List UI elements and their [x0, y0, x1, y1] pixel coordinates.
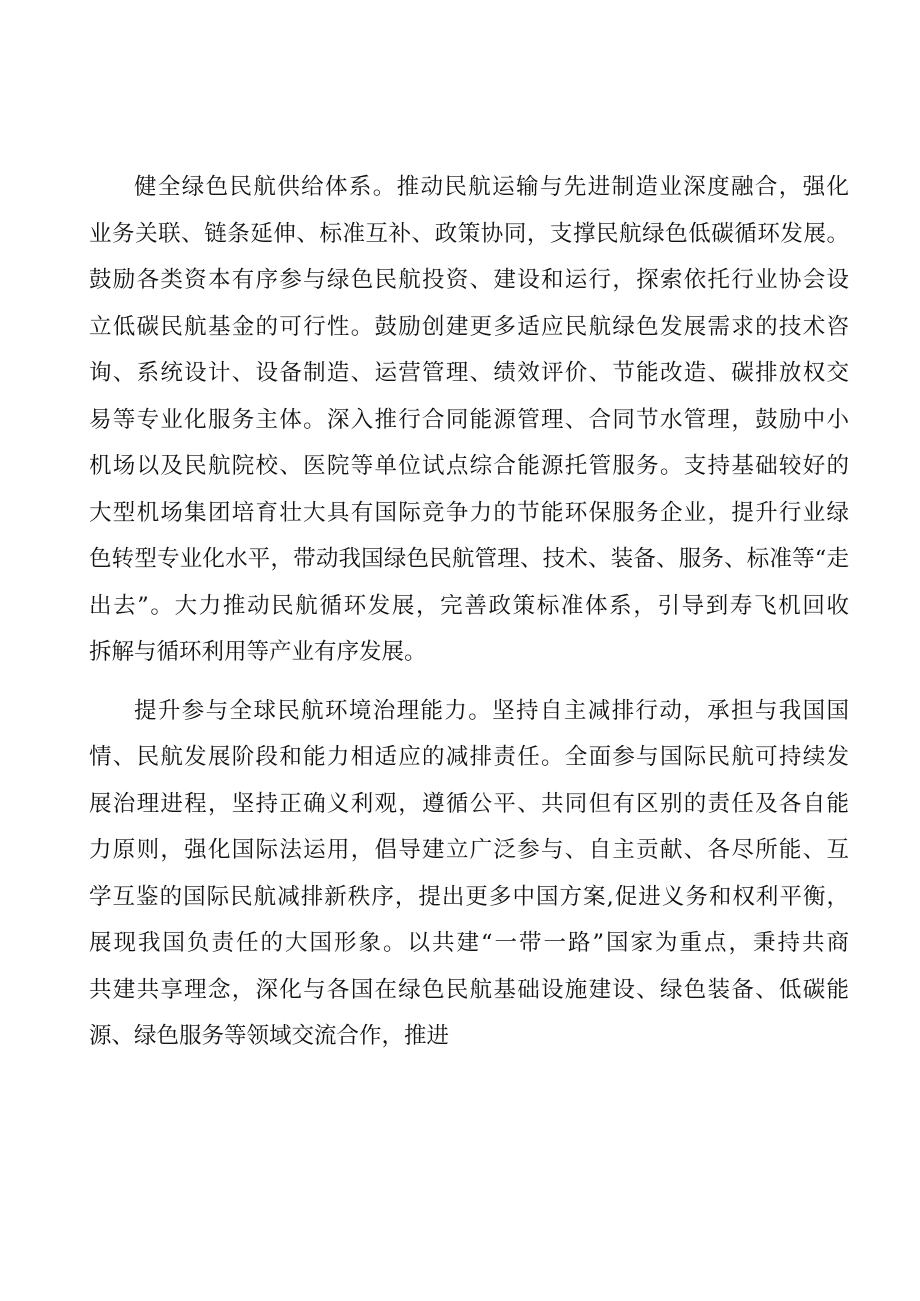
paragraph-green-aviation-supply — [89, 164, 849, 676]
text-line: 业务关联、链条延伸、标准互补、政策协同，支撑民航绿色低碳循环发展。 — [89, 220, 849, 247]
text-line: 立低碳民航基金的可行性。鼓励创建更多适应民航绿色发展需求的技术咨 — [89, 313, 849, 340]
document-body — [89, 164, 849, 1072]
text-line: 源、绿色服务等领域交流合作，推进 — [89, 1023, 450, 1049]
text-line: 健全绿色民航供给体系。推动民航运输与先进制造业深度融合，强化 — [134, 174, 849, 200]
text-line: 拆解与循环利用等产业有序发展。 — [89, 639, 427, 665]
text-line: 机场以及民航院校、医院等单位试点综合能源托管服务。支持基础较好的 — [89, 453, 849, 479]
text-line: 色转型专业化水平，带动我国绿色民航管理、技术、装备、服务、标准等“走 — [89, 546, 849, 572]
text-line: 展现我国负责任的大国形象。以共建“一带一路”国家为重点，秉持共商 — [89, 930, 849, 956]
text-line: 询、系统设计、设备制造、运营管理、绩效评价、节能改造、碳排放权交 — [89, 360, 849, 386]
text-line: 鼓励各类资本有序参与绿色民航投资、建设和运行，探索依托行业协会设 — [89, 267, 849, 293]
text-line: 共建共享理念，深化与各国在绿色民航基础设施建设、绿色装备、低碳能 — [89, 976, 849, 1003]
text-line: 展治理进程，坚持正确义利观，遵循公平、共同但有区别的责任及各自能 — [89, 790, 849, 817]
paragraph-global-governance — [89, 688, 849, 1060]
text-line: 情、民航发展阶段和能力相适应的减排责任。全面参与国际民航可持续发 — [89, 744, 849, 770]
text-line: 出去”。大力推动民航循环发展，完善政策标准体系，引导到寿飞机回收 — [89, 592, 849, 619]
text-line: 提升参与全球民航环境治理能力。坚持自主减排行动，承担与我国国 — [134, 697, 849, 724]
text-line: 学互鉴的国际民航减排新秩序，提出更多中国方案,促进义务和权利平衡， — [89, 883, 849, 910]
text-line: 易等专业化服务主体。深入推行合同能源管理、合同节水管理，鼓励中小 — [89, 406, 849, 433]
text-line: 大型机场集团培育壮大具有国际竞争力的节能环保服务企业，提升行业绿 — [89, 499, 849, 526]
text-line: 力原则，强化国际法运用，倡导建立广泛参与、自主贡献、各尽所能、互 — [89, 837, 849, 863]
